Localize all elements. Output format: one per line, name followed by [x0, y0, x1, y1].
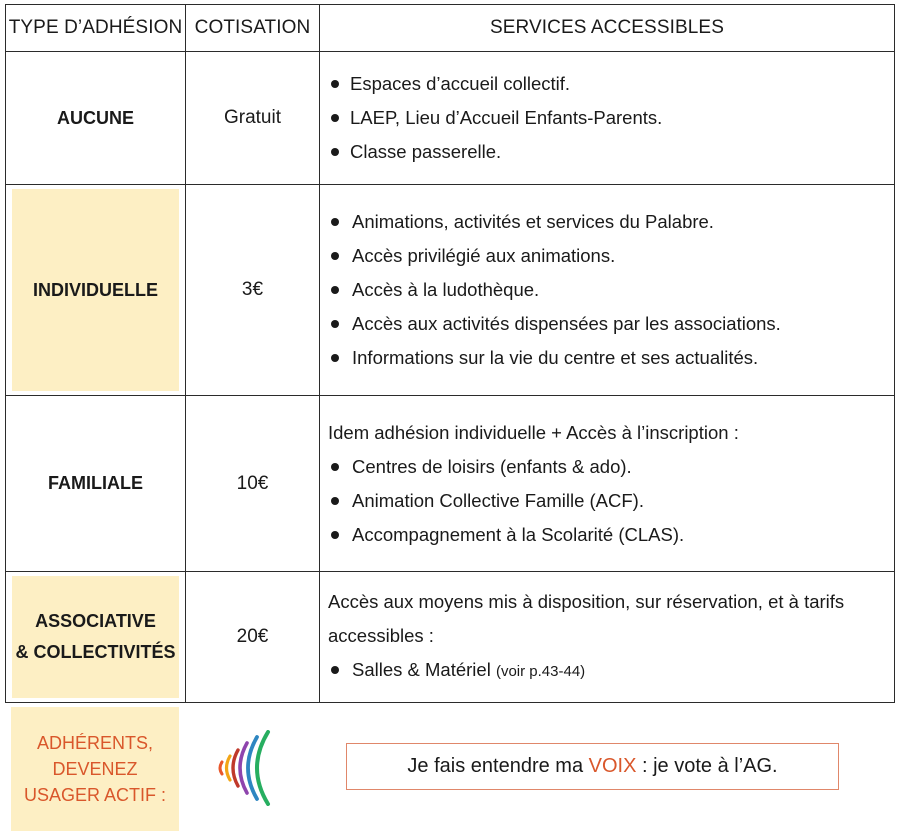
membership-table — [5, 4, 895, 703]
table-row — [6, 185, 895, 396]
table-header-row — [6, 5, 895, 52]
services-list — [328, 205, 886, 375]
list-item: Accès privilégié aux animations. — [328, 239, 886, 273]
list-item: Accompagnement à la Scolarité (CLAS). — [328, 518, 886, 552]
cotisation-cell: 3€ — [186, 185, 320, 396]
callout-line: ADHÉRENTS, — [36, 733, 153, 753]
type-label: AUCUNE — [56, 107, 134, 128]
type-label — [15, 606, 175, 668]
service-main: Salles & Matériel — [352, 659, 491, 680]
active-member-callout — [11, 707, 179, 831]
list-item: LAEP, Lieu d’Accueil Enfants-Parents. — [328, 101, 886, 135]
services-list — [328, 450, 886, 552]
type-highlight — [12, 576, 179, 698]
header-cotisation: COTISATION — [186, 5, 320, 52]
services-list — [328, 653, 886, 689]
list-item — [328, 653, 886, 689]
type-cell — [6, 396, 186, 572]
type-label-line2: & COLLECTIVITÉS — [15, 642, 176, 662]
type-cell — [6, 185, 186, 396]
list-item: Classe passerelle. — [328, 135, 886, 169]
list-item: Centres de loisirs (enfants & ado). — [328, 450, 886, 484]
table-row — [6, 396, 895, 572]
services-cell — [320, 396, 895, 572]
service-note: (voir p.43-44) — [495, 663, 586, 680]
type-label: INDIVIDUELLE — [32, 279, 158, 300]
list-item: Accès à la ludothèque. — [328, 273, 886, 307]
services-intro: Idem adhésion individuelle + Accès à l’inscription : — [328, 421, 739, 443]
header-services: SERVICES ACCESSIBLES — [320, 5, 895, 52]
sound-waves-icon — [208, 730, 288, 806]
vote-text-after: : je vote à l’AG. — [636, 755, 778, 777]
vote-accent-word: VOIX — [588, 755, 637, 777]
type-label: FAMILIALE — [48, 473, 143, 493]
type-cell — [6, 572, 186, 703]
services-cell — [320, 185, 895, 396]
list-item: Animations, activités et services du Palabre. — [328, 205, 886, 239]
table-row — [6, 52, 895, 185]
cotisation-cell: 20€ — [186, 572, 320, 703]
services-cell — [320, 52, 895, 185]
type-cell — [6, 52, 186, 185]
type-label-line1: ASSOCIATIVE — [35, 611, 156, 631]
type-highlight — [12, 189, 179, 391]
header-type: TYPE D’ADHÉSION — [6, 5, 186, 52]
vote-text — [407, 755, 777, 778]
list-item: Animation Collective Famille (ACF). — [328, 484, 886, 518]
list-item: Espaces d’accueil collectif. — [328, 67, 886, 101]
cotisation-cell: 10€ — [186, 396, 320, 572]
callout-line: DEVENEZ — [52, 759, 138, 779]
callout-line: USAGER ACTIF : — [23, 785, 167, 805]
list-item: Informations sur la vie du centre et ses actualités. — [328, 341, 886, 375]
vote-text-before: Je fais entendre ma — [407, 755, 589, 777]
services-list — [328, 67, 886, 169]
vote-message — [346, 743, 839, 790]
cotisation-cell: Gratuit — [186, 52, 320, 185]
list-item: Accès aux activités dispensées par les associations. — [328, 307, 886, 341]
services-cell — [320, 572, 895, 703]
services-intro: Accès aux moyens mis à disposition, sur réservation, et à tarifs accessibles : — [328, 591, 845, 646]
table-row — [6, 572, 895, 703]
